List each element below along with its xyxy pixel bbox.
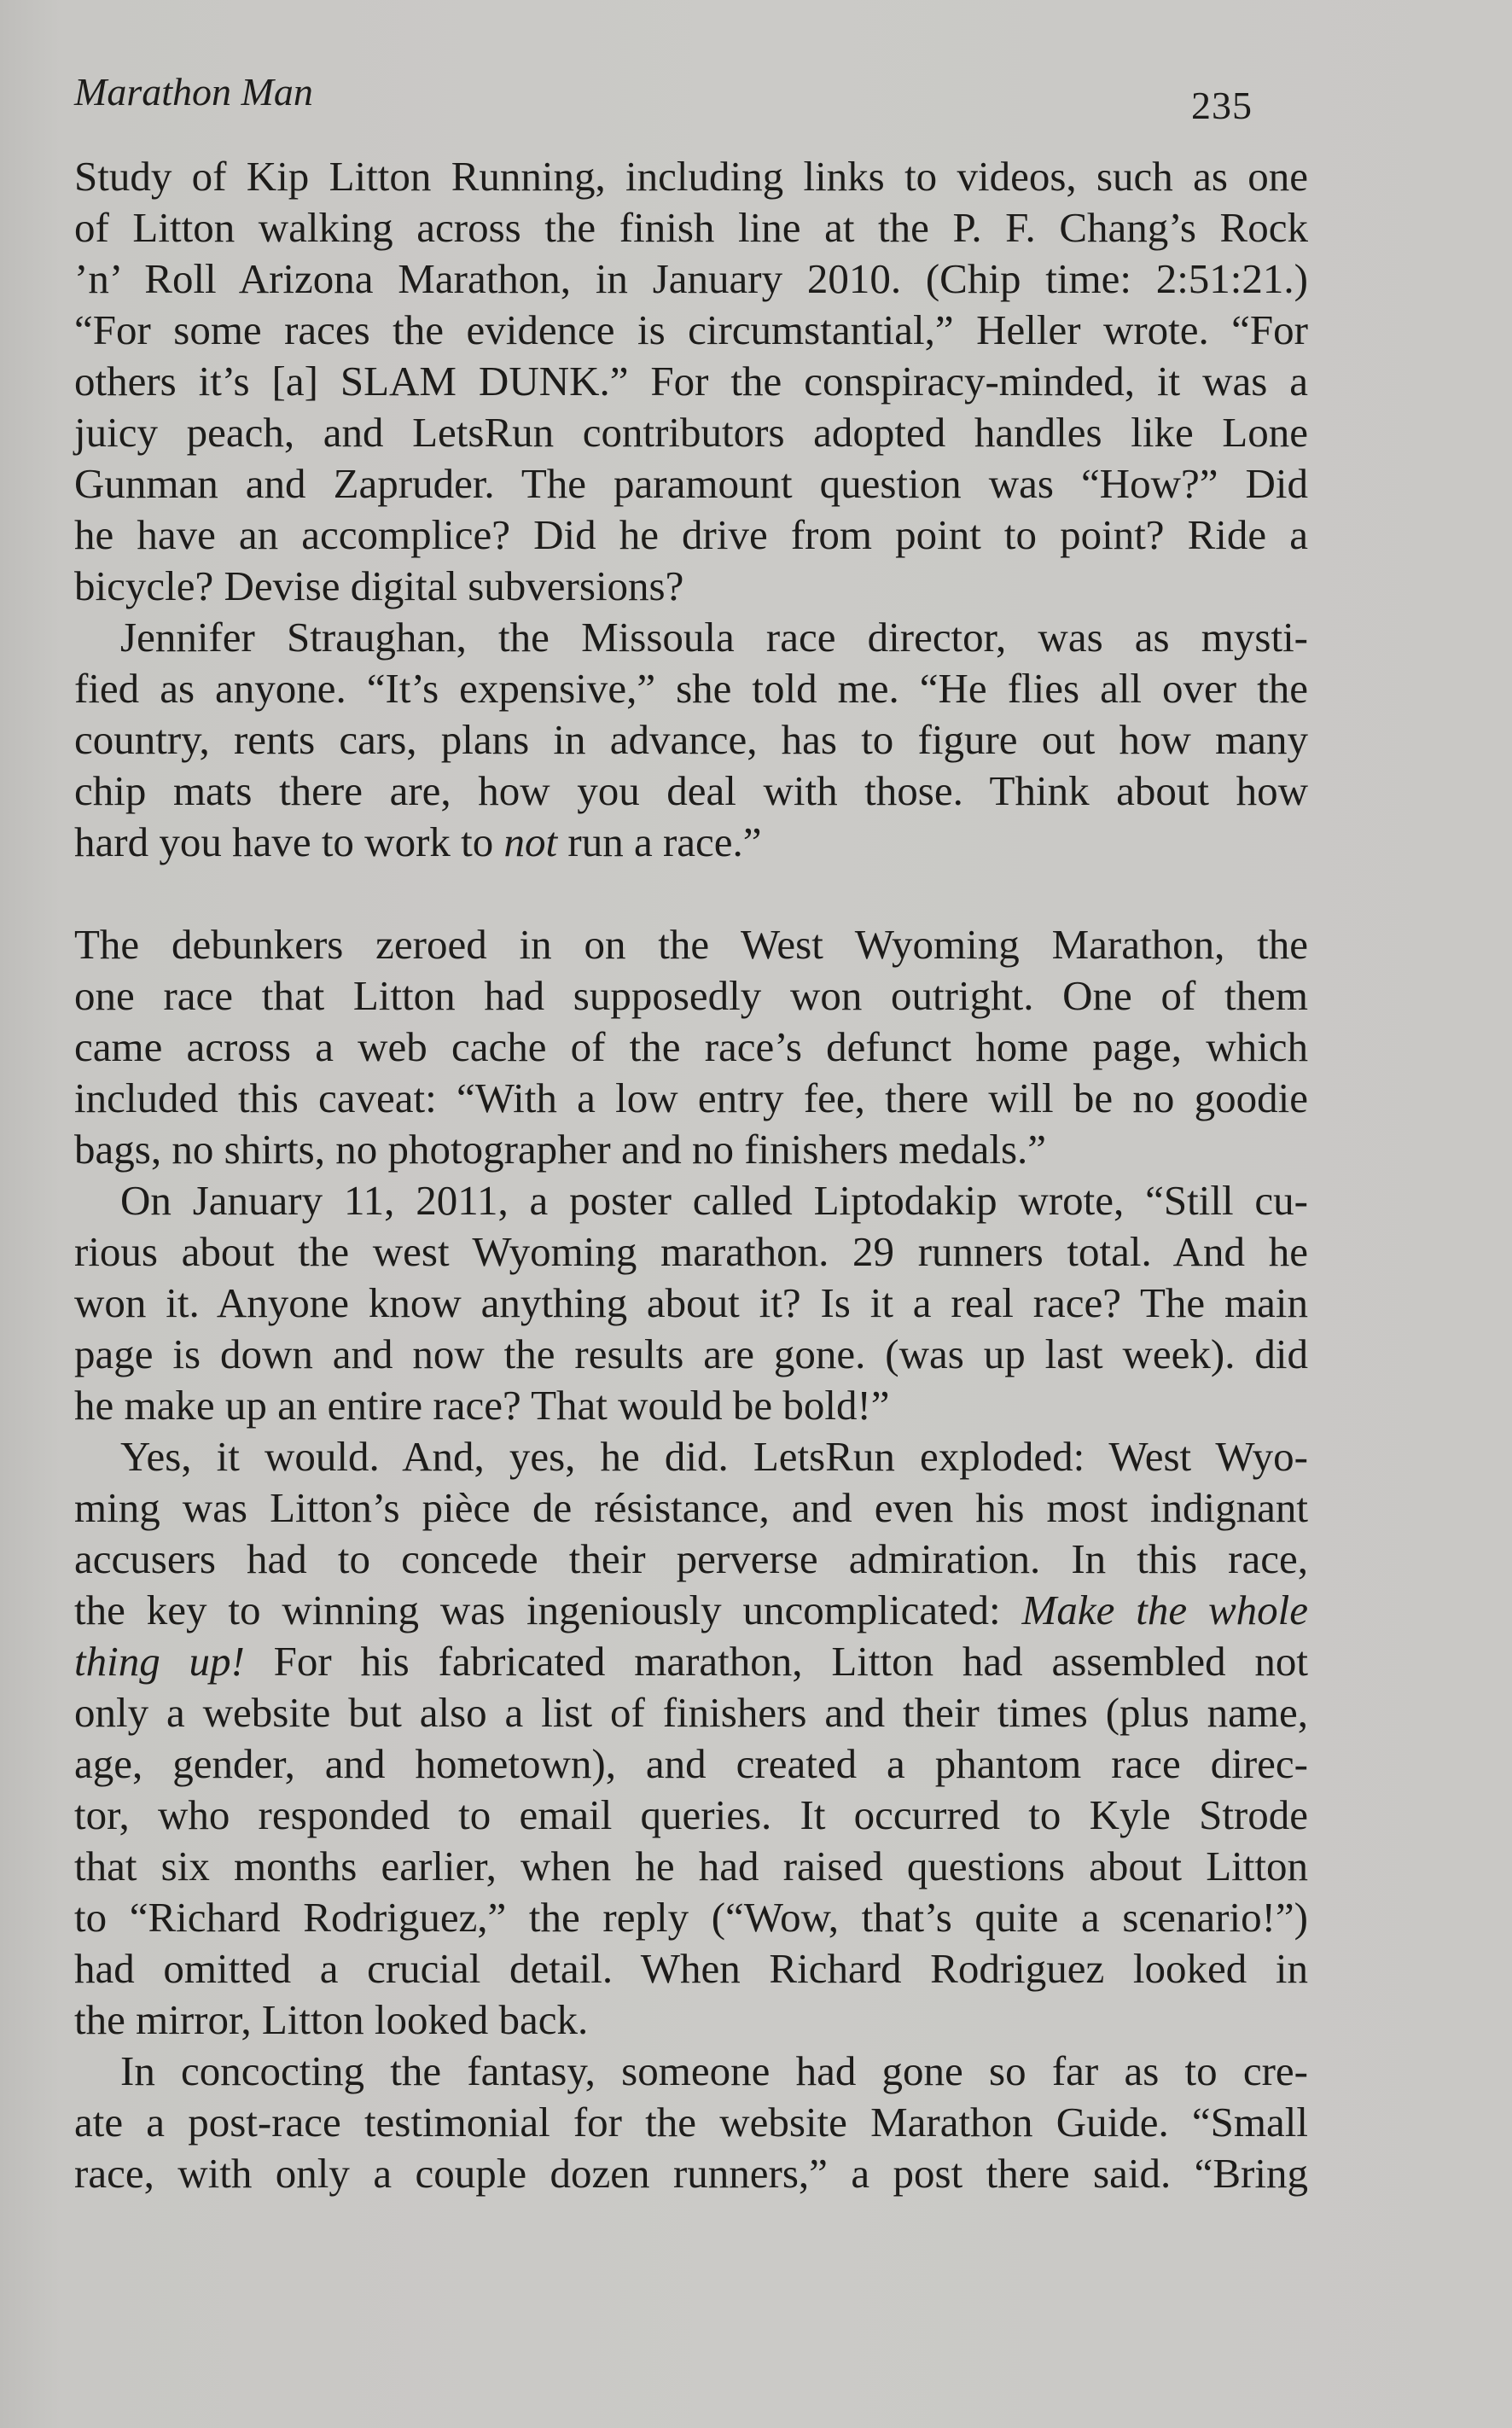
emphasis-text: thing up! [74, 1638, 245, 1685]
emphasis-text: not [503, 818, 558, 865]
text-line: ming was Litton’s pièce de résistance, and even his most indignant [74, 1484, 1308, 1531]
text-line: others it’s [a] SLAM DUNK.” For the conspiracy-minded, it was a [74, 358, 1308, 405]
text-line [74, 1636, 1308, 1687]
text-line: tor, who responded to email queries. It occurred to Kyle Strode [74, 1791, 1308, 1838]
section-break [74, 868, 1308, 919]
text-line: bicycle? Devise digital subversions? [74, 562, 684, 609]
text-line: Gunman and Zapruder. The paramount question was “How?” Did [74, 460, 1308, 507]
text-line: to “Richard Rodriguez,” the reply (“Wow, that’s quite a scenario!”) [74, 1894, 1308, 1941]
text-line: rious about the west Wyoming marathon. 29 runners total. And he [74, 1228, 1308, 1275]
text-line [74, 1585, 1308, 1636]
text-line: race, with only a couple dozen runners,” a post there said. “Bring [74, 2150, 1308, 2197]
text-line: one race that Litton had supposedly won outright. One of them [74, 972, 1308, 1019]
text-line: page is down and now the results are gone. (was up last week). did [74, 1330, 1308, 1377]
text-line: won it. Anyone know anything about it? Is it a real race? The main [74, 1279, 1308, 1326]
text-line: age, gender, and hometown), and created a phantom race direc- [74, 1740, 1308, 1787]
running-title: Marathon Man [74, 70, 313, 114]
text-line: included this caveat: “With a low entry fee, there will be no goodie [74, 1074, 1308, 1121]
text-line: of Litton walking across the finish line at the P. F. Chang’s Rock [74, 204, 1308, 251]
text-run: run a race.” [557, 818, 762, 865]
text-line: country, rents cars, plans in advance, has to figure out how many [74, 716, 1308, 763]
text-line: he make up an entire race? That would be bold!” [74, 1382, 890, 1429]
text-line: only a website but also a list of finishers and their times (plus name, [74, 1689, 1308, 1736]
text-line: the mirror, Litton looked back. [74, 1996, 589, 2043]
text-run: hard you have to work to [74, 818, 504, 865]
text-line: The debunkers zeroed in on the West Wyoming Marathon, the [74, 921, 1308, 968]
text-line: In concocting the fantasy, someone had gone so far as to cre- [120, 2047, 1308, 2094]
text-run: the key to winning was ingeniously uncomplicated: [74, 1587, 1022, 1633]
text-line: had omitted a crucial detail. When Richard Rodriguez looked in [74, 1945, 1308, 1992]
text-line: accusers had to concede their perverse admiration. In this race, [74, 1535, 1308, 1582]
text-line: Yes, it would. And, yes, he did. LetsRun exploded: West Wyo- [120, 1433, 1308, 1480]
text-line: juicy peach, and LetsRun contributors adopted handles like Lone [74, 409, 1308, 456]
page-number: 235 [1191, 84, 1253, 127]
text-line: ate a post-race testimonial for the website Marathon Guide. “Small [74, 2099, 1308, 2146]
text-line: Study of Kip Litton Running, including links to videos, such as one [74, 153, 1308, 200]
text-run: For his fabricated marathon, Litton had assembled not [244, 1638, 1308, 1685]
text-line: came across a web cache of the race’s defunct home page, which [74, 1023, 1308, 1070]
text-line: chip mats there are, how you deal with those. Think about how [74, 767, 1308, 814]
text-line [74, 817, 1308, 868]
text-line: “For some races the evidence is circumstantial,” Heller wrote. “For [74, 306, 1308, 353]
text-line: that six months earlier, when he had raised questions about Litton [74, 1843, 1308, 1889]
text-line: bags, no shirts, no photographer and no finishers medals.” [74, 1126, 1047, 1173]
text-line: Jennifer Straughan, the Missoula race director, was as mysti- [120, 614, 1308, 661]
body-text [74, 151, 1308, 2199]
emphasis-text: Make the whole [1021, 1587, 1308, 1633]
text-line: On January 11, 2011, a poster called Liptodakip wrote, “Still cu- [120, 1177, 1308, 1224]
text-line: ’n’ Roll Arizona Marathon, in January 2010. (Chip time: 2:51:21.) [74, 255, 1308, 302]
text-line: fied as anyone. “It’s expensive,” she told me. “He flies all over the [74, 665, 1308, 712]
text-line: he have an accomplice? Did he drive from point to point? Ride a [74, 511, 1308, 558]
